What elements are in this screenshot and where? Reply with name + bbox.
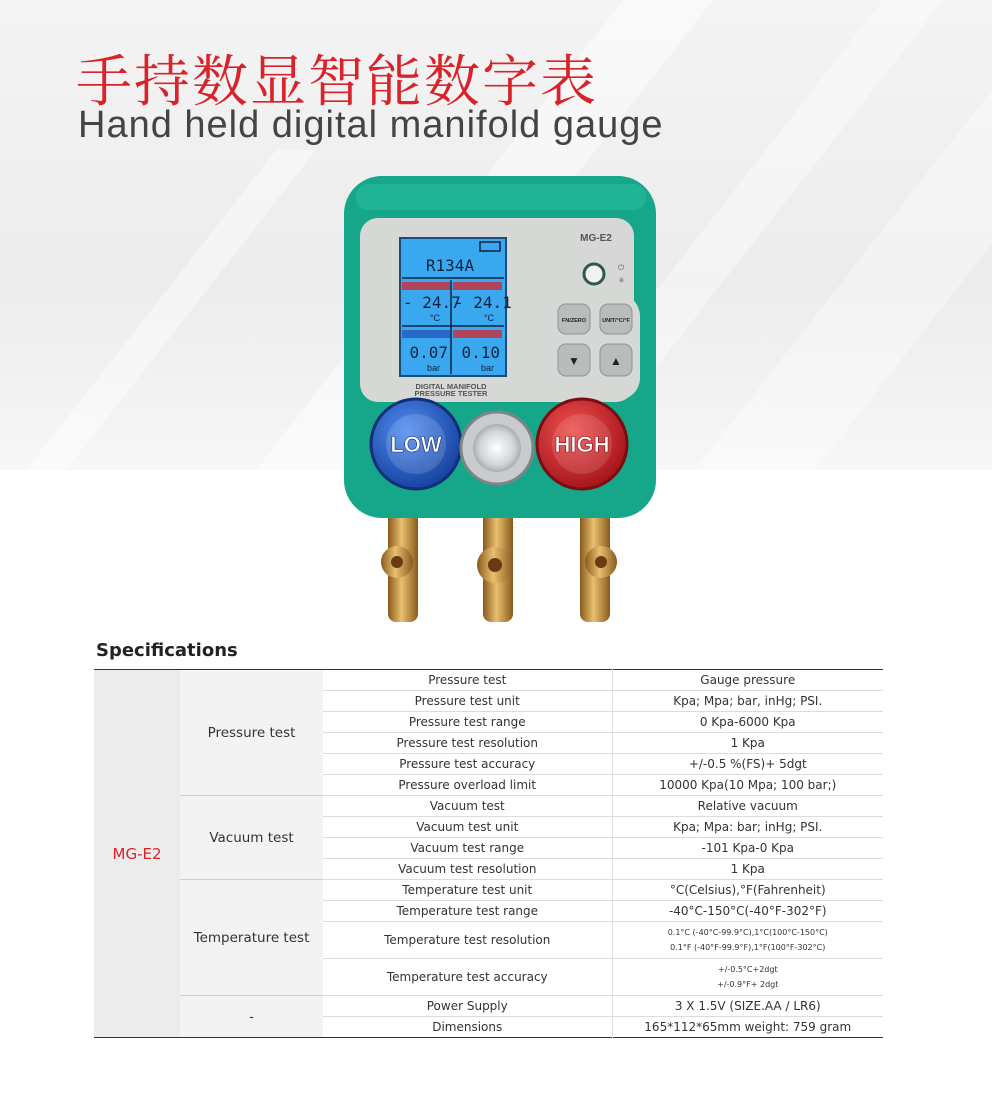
- group-temperature-test: Temperature test: [180, 880, 323, 996]
- hero-light-stripe: [0, 150, 316, 470]
- param-cell: Pressure test range: [323, 712, 612, 733]
- lcd-left-temp: - 24.7: [403, 293, 461, 312]
- value-line: 0.1°F (-40°F-99.9°F),1°F(100°F-302°C): [670, 943, 826, 952]
- specifications-heading: Specifications: [96, 640, 238, 661]
- param-cell: Temperature test range: [323, 901, 612, 922]
- lcd-refrigerant: R134A: [425, 256, 475, 275]
- value-line: 0.1°C (-40°C-99.9°C),1°C(100°C-150°C): [667, 928, 828, 937]
- group-pressure-test: Pressure test: [180, 670, 323, 796]
- param-cell: Pressure test: [323, 670, 612, 691]
- lcd-high-pressure-unit: bar: [480, 363, 494, 373]
- param-cell: Vacuum test range: [323, 838, 612, 859]
- param-cell: Pressure test accuracy: [323, 754, 612, 775]
- param-cell: Temperature test unit: [323, 880, 612, 901]
- table-row: [94, 670, 883, 691]
- value-cell: Kpa; Mpa: bar; inHg; PSI.: [612, 817, 883, 838]
- up-arrow-icon: ▲: [610, 354, 622, 368]
- value-cell: 0 Kpa-6000 Kpa: [612, 712, 883, 733]
- param-cell: Dimensions: [323, 1017, 612, 1038]
- param-cell: Pressure overload limit: [323, 775, 612, 796]
- manifold-gauge-image: [330, 170, 666, 626]
- lcd-low-pressure-unit: bar: [426, 363, 440, 373]
- param-cell: Temperature test resolution: [323, 922, 612, 959]
- value-cell: °C(Celsius),°F(Fahrenheit): [612, 880, 883, 901]
- table-row: [94, 996, 883, 1017]
- lcd-left-temp-unit: °C: [429, 313, 440, 323]
- lcd-low-pressure: 0.07: [409, 343, 448, 362]
- value-cell: Gauge pressure: [612, 670, 883, 691]
- page-title-chinese: 手持数显智能数字表: [76, 50, 598, 115]
- value-cell: [612, 959, 883, 996]
- fn-zero-button-label: FN/ZERO: [561, 318, 587, 324]
- down-arrow-icon: ▼: [568, 354, 580, 368]
- table-row: [94, 880, 883, 901]
- param-cell: Vacuum test unit: [323, 817, 612, 838]
- value-cell: [612, 922, 883, 959]
- backlight-icon: ✳: [618, 276, 625, 285]
- value-cell: -101 Kpa-0 Kpa: [612, 838, 883, 859]
- power-button: [584, 264, 604, 284]
- value-cell: 1 Kpa: [612, 733, 883, 754]
- power-icon: ⏻: [618, 263, 625, 272]
- group-vacuum-test: Vacuum test: [180, 796, 323, 880]
- param-cell: Temperature test accuracy: [323, 959, 612, 996]
- lcd-high-pressure: 0.10: [461, 343, 500, 362]
- lcd-right-temp: - 24.1: [454, 293, 512, 312]
- value-cell: +/-0.5 %(FS)+ 5dgt: [612, 754, 883, 775]
- specifications-table: [94, 669, 883, 1038]
- value-cell: Relative vacuum: [612, 796, 883, 817]
- high-knob-label: HIGH: [554, 432, 610, 457]
- value-cell: 10000 Kpa(10 Mpa; 100 bar;): [612, 775, 883, 796]
- value-cell: 1 Kpa: [612, 859, 883, 880]
- unit-button-label: UNIT/°C/°F: [602, 318, 630, 324]
- param-cell: Pressure test resolution: [323, 733, 612, 754]
- group-other: -: [180, 996, 323, 1038]
- lcd-right-temp-unit: °C: [483, 313, 494, 323]
- value-cell: -40°C-150°C(-40°F-302°F): [612, 901, 883, 922]
- model-cell: MG-E2: [94, 670, 180, 1038]
- value-cell: 165*112*65mm weight: 759 gram: [644, 1020, 852, 1034]
- value-cell: 3 X 1.5V (SIZE.AA / LR6): [612, 996, 883, 1017]
- param-cell: Vacuum test: [323, 796, 612, 817]
- low-knob-label: LOW: [390, 432, 442, 457]
- panel-label-line2: PRESSURE TESTER: [414, 389, 488, 398]
- param-cell: Vacuum test resolution: [323, 859, 612, 880]
- device-model-label: MG-E2: [580, 233, 612, 244]
- param-cell: Power Supply: [323, 996, 612, 1017]
- param-cell: Pressure test unit: [323, 691, 612, 712]
- value-line: +/-0.9°F+ 2dgt: [717, 980, 779, 989]
- value-line: +/-0.5°C+2dgt: [717, 965, 778, 974]
- brass-fittings: [381, 510, 617, 622]
- page-title-english: Hand held digital manifold gauge: [78, 104, 664, 146]
- value-cell: Kpa; Mpa; bar, inHg; PSI.: [612, 691, 883, 712]
- panel-label-line1: DIGITAL MANIFOLD: [415, 382, 487, 391]
- table-row: [94, 796, 883, 817]
